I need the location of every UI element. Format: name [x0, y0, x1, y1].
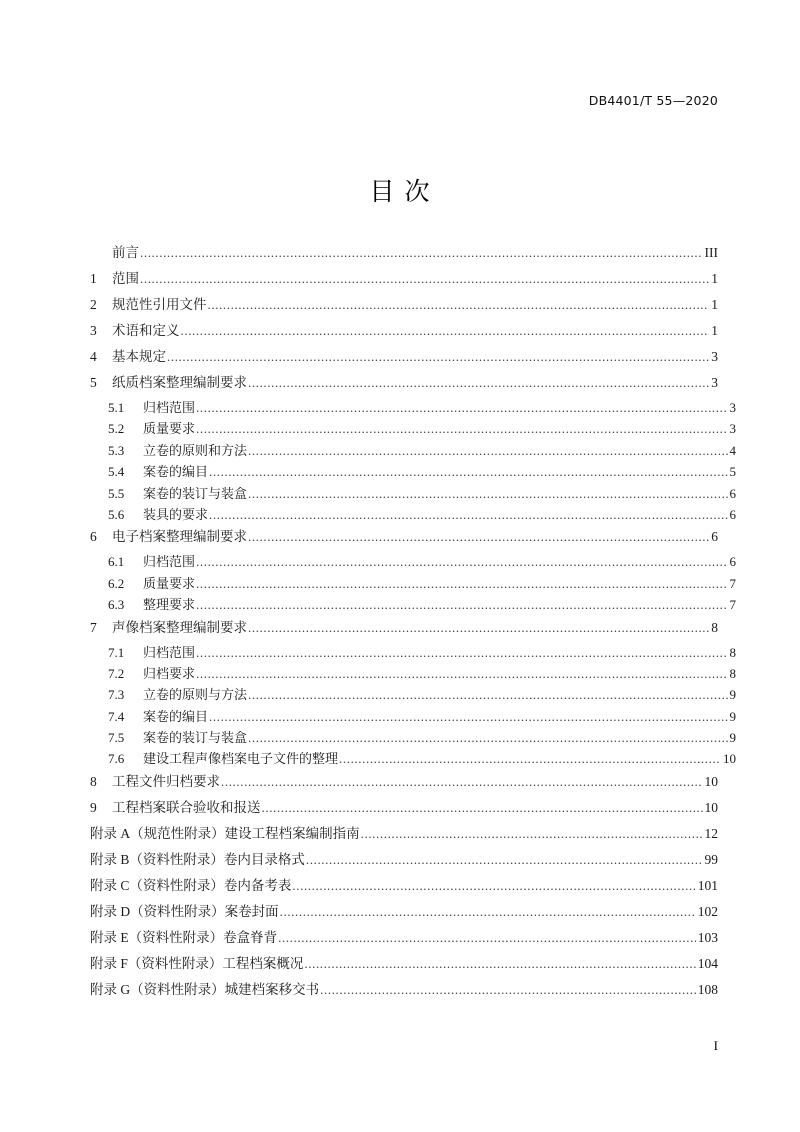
toc-dot-leader: [248, 375, 709, 391]
toc-entry-number: 附录 E（资料性附录）: [90, 929, 224, 945]
toc-dot-leader: [304, 956, 695, 972]
toc-entry-page-number: 102: [697, 903, 718, 919]
toc-entry[interactable]: [90, 952, 718, 978]
toc-entry-title: 归档范围: [143, 554, 196, 570]
toc-dot-leader: [196, 597, 727, 613]
toc-entry[interactable]: [90, 727, 736, 748]
toc-entry-page-number: 6: [729, 554, 736, 570]
toc-dot-leader: [248, 620, 709, 636]
toc-entry[interactable]: [90, 796, 718, 822]
toc-entry-page-number: 3: [711, 375, 718, 390]
toc-entry-number: 4: [90, 349, 97, 364]
toc-entry-page-number: 1: [711, 323, 718, 338]
toc-entry-page-number: 7: [729, 597, 736, 613]
toc-entry-page-number: 4: [729, 442, 736, 458]
toc-entry[interactable]: [90, 978, 718, 1004]
toc-entry[interactable]: [90, 397, 736, 418]
table-of-contents: [90, 241, 736, 1004]
toc-entry-page-number: 8: [729, 644, 736, 660]
toc-entry-title: 工程档案联合验收和报送: [112, 799, 261, 815]
toc-entry-title: 立卷的原则和方法: [143, 442, 248, 458]
toc-entry-title: 工程文件归档要求: [112, 773, 220, 789]
toc-dot-leader: [262, 800, 703, 816]
toc-entry-number: 5.4: [108, 464, 125, 480]
toc-entry-number: 附录 F（资料性附录）: [90, 955, 223, 971]
toc-entry-number: 3: [90, 323, 97, 338]
toc-entry-page-number: 6: [729, 506, 736, 522]
toc-dot-leader: [167, 349, 709, 365]
toc-entry-page-number: 6: [729, 485, 736, 501]
toc-entry-number: 附录 G（资料性附录）: [90, 981, 225, 997]
toc-dot-leader: [140, 271, 709, 287]
toc-entry[interactable]: [90, 293, 718, 319]
toc-entry[interactable]: [90, 770, 718, 796]
toc-entry[interactable]: [90, 594, 736, 615]
toc-entry-page-number: 8: [711, 619, 718, 635]
toc-entry-title: 整理要求: [143, 597, 196, 613]
toc-entry-page-number: 10: [723, 751, 736, 767]
toc-entry-page-number: 10: [704, 799, 718, 815]
toc-entry-number: 9: [90, 799, 97, 815]
toc-dot-leader: [196, 554, 727, 570]
toc-entry-number: 6.2: [108, 575, 125, 591]
toc-dot-leader: [181, 323, 710, 339]
toc-entry[interactable]: [90, 551, 736, 572]
toc-entry-number: 5.1: [108, 400, 125, 415]
toc-entry-number: 7.5: [108, 730, 125, 746]
toc-entry-number: 7.1: [108, 644, 125, 660]
toc-entry-title: 纸质档案整理编制要求: [112, 375, 247, 390]
toc-entry-page-number: 6: [711, 529, 718, 545]
toc-entry-title: 质量要求: [143, 575, 196, 591]
toc-entry-number: 5.6: [108, 506, 125, 522]
toc-entry-page-number: 9: [729, 687, 736, 703]
toc-entry-title: 前言: [112, 245, 139, 260]
toc-dot-leader: [248, 730, 727, 746]
toc-entry-title: 建设工程声像档案电子文件的整理: [143, 751, 339, 767]
toc-entry-title: 归档要求: [143, 665, 196, 681]
toc-entry-number: 7.3: [108, 687, 125, 703]
toc-entry-title: 案卷的编目: [143, 464, 209, 480]
toc-entry-title: 归档范围: [143, 400, 196, 415]
toc-dot-leader: [280, 904, 696, 920]
toc-dot-leader: [209, 507, 727, 523]
toc-entry-title: 术语和定义: [112, 323, 180, 338]
toc-entry-title: 装具的要求: [143, 506, 209, 522]
toc-entry-title: 电子档案整理编制要求: [112, 529, 247, 545]
toc-entry-title: 基本规定: [112, 349, 166, 364]
toc-entry[interactable]: [90, 461, 736, 482]
toc-entry-page-number: 104: [697, 955, 718, 971]
toc-entry-number: 5.5: [108, 485, 125, 501]
toc-entry[interactable]: [90, 440, 736, 461]
toc-entry[interactable]: [90, 267, 718, 293]
toc-entry-title: 范围: [112, 271, 139, 286]
toc-entry[interactable]: [90, 642, 736, 663]
toc-entry-page-number: 10: [704, 773, 718, 789]
toc-entry[interactable]: [90, 748, 736, 769]
toc-entry-title: 规范性引用文件: [112, 297, 207, 312]
toc-entry-page-number: 1: [711, 297, 718, 312]
toc-entry-number: 7.2: [108, 665, 125, 681]
toc-entry-page-number: 3: [729, 400, 736, 415]
toc-entry-title: 城建档案移交书: [224, 981, 320, 997]
toc-entry-title: 案卷的装订与装盒: [143, 485, 248, 501]
toc-entry-page-number: 108: [697, 981, 718, 997]
toc-entry-page-number: 5: [729, 464, 736, 480]
toc-entry-page-number: 3: [711, 349, 718, 364]
toc-entry-page-number: III: [704, 245, 718, 260]
toc-entry-page-number: 103: [697, 929, 718, 945]
toc-entry-number: 6.3: [108, 597, 125, 613]
toc-entry-title: 声像档案整理编制要求: [112, 619, 247, 635]
toc-entry-title: 案卷的编目: [143, 708, 209, 724]
toc-entry[interactable]: [90, 573, 736, 594]
toc-dot-leader: [248, 687, 727, 703]
toc-entry-page-number: 9: [729, 708, 736, 724]
toc-entry-title: 卷内目录格式: [223, 851, 305, 867]
toc-entry-number: 6.1: [108, 554, 125, 570]
toc-entry-number: 附录 A（规范性附录）: [90, 825, 225, 841]
toc-entry-number: 5.3: [108, 442, 125, 458]
running-header-standard-number: DB4401/T 55—2020: [588, 93, 718, 108]
toc-entry-title: 案卷封面: [224, 903, 279, 919]
toc-entry-title: 卷内备考表: [223, 877, 292, 893]
toc-entry-title: 立卷的原则与方法: [143, 687, 248, 703]
toc-entry-title: 质量要求: [143, 421, 196, 437]
toc-entry-number: 6: [90, 529, 97, 545]
toc-entry[interactable]: [90, 900, 718, 926]
toc-entry[interactable]: [90, 483, 736, 504]
toc-entry-number: 8: [90, 773, 97, 789]
toc-entry-number: 5: [90, 375, 97, 390]
toc-entry-number: 附录 D（资料性附录）: [90, 903, 225, 919]
toc-entry[interactable]: [90, 874, 718, 900]
toc-entry-number: 1: [90, 271, 97, 286]
toc-entry-number: 附录 B（资料性附录）: [90, 851, 224, 867]
footer-page-number: I: [713, 1038, 718, 1053]
toc-entry-number: 7: [90, 619, 97, 635]
toc-entry[interactable]: [90, 418, 736, 439]
toc-dot-leader: [196, 576, 727, 592]
toc-entry[interactable]: [90, 926, 718, 952]
toc-entry[interactable]: [90, 241, 718, 267]
toc-dot-leader: [209, 709, 727, 725]
toc-entry-number: 2: [90, 297, 97, 312]
toc-dot-leader: [196, 421, 727, 437]
toc-dot-leader: [320, 982, 696, 998]
toc-dot-leader: [221, 774, 703, 790]
toc-entry[interactable]: [90, 848, 718, 874]
toc-entry-page-number: 101: [697, 877, 718, 893]
page-title: 目 次: [369, 177, 431, 206]
toc-entry-title: 卷盒脊背: [223, 929, 278, 945]
toc-dot-leader: [278, 930, 696, 946]
toc-entry-number: 附录 C（资料性附录）: [90, 877, 224, 893]
toc-entry-number: 5.2: [108, 421, 125, 437]
toc-entry-title: 归档范围: [143, 644, 196, 660]
toc-entry[interactable]: [90, 706, 736, 727]
toc-entry-page-number: 7: [729, 575, 736, 591]
toc-entry-number: 7.4: [108, 708, 125, 724]
toc-entry-page-number: 99: [704, 851, 718, 867]
toc-entry-number: 7.6: [108, 751, 125, 767]
toc-entry[interactable]: [90, 345, 718, 371]
toc-dot-leader: [209, 464, 727, 480]
toc-entry-page-number: 9: [729, 730, 736, 746]
toc-entry-title: 建设工程档案编制指南: [224, 825, 360, 841]
toc-dot-leader: [248, 486, 727, 502]
toc-entry-page-number: 12: [704, 825, 718, 841]
toc-entry-page-number: 1: [711, 271, 718, 286]
toc-entry-page-number: 3: [729, 421, 736, 437]
toc-dot-leader: [196, 666, 727, 682]
toc-dot-leader: [196, 645, 727, 661]
toc-entry[interactable]: [90, 504, 736, 525]
toc-dot-leader: [306, 852, 703, 868]
toc-entry[interactable]: [90, 525, 718, 551]
toc-entry[interactable]: [90, 684, 736, 705]
toc-dot-leader: [248, 443, 727, 459]
toc-dot-leader: [248, 529, 709, 545]
toc-entry[interactable]: [90, 319, 718, 345]
toc-dot-leader: [339, 751, 721, 767]
toc-entry[interactable]: [90, 616, 718, 642]
toc-entry-title: 案卷的装订与装盒: [143, 730, 248, 746]
toc-dot-leader: [208, 297, 710, 313]
toc-dot-leader: [361, 826, 703, 842]
toc-entry[interactable]: [90, 822, 718, 848]
toc-entry[interactable]: [90, 663, 736, 684]
toc-entry-title: 工程档案概况: [222, 955, 304, 971]
toc-dot-leader: [140, 245, 703, 261]
toc-entry[interactable]: [90, 371, 718, 397]
toc-dot-leader: [196, 400, 727, 416]
toc-dot-leader: [292, 878, 695, 894]
toc-entry-page-number: 8: [729, 665, 736, 681]
